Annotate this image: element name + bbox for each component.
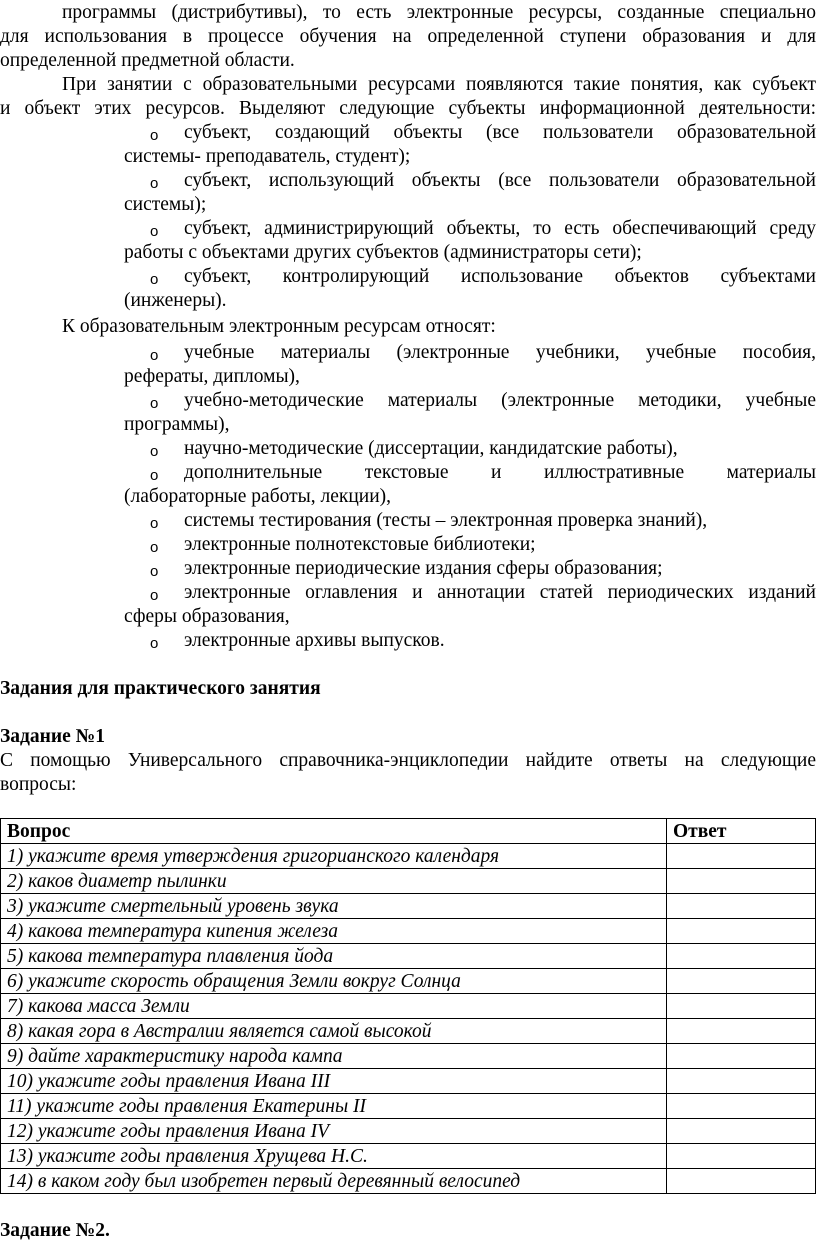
bullet-marker: o (150, 587, 159, 604)
resources-intro: К образовательным электронным ресурсам относят: (62, 316, 496, 337)
answer-cell[interactable] (667, 1144, 816, 1169)
list-item: научно-методические (диссертации, кандидатские работы), (184, 438, 678, 459)
question-cell: 8) какая гора в Австралии является самой высокой (1, 1019, 667, 1044)
list-item-continuation: программы), (124, 414, 230, 435)
list-item: электронные периодические издания сферы образования; (184, 558, 663, 579)
list-item-continuation: (инженеры). (124, 290, 227, 311)
header-question: Вопрос (1, 819, 667, 844)
bullet-marker: o (150, 635, 159, 652)
question-cell: 2) каков диаметр пылинки (1, 869, 667, 894)
answer-cell[interactable] (667, 969, 816, 994)
question-cell: 9) дайте характеристику народа кампа (1, 1044, 667, 1069)
intro-line-5: и объект этих ресурсов. Выделяют следующие субъекты информационной деятельности: (0, 98, 816, 119)
intro-line-1: программы (дистрибутивы), то есть электронные ресурсы, созданные специально (62, 2, 816, 23)
table-row (1, 969, 816, 994)
table-row (1, 1044, 816, 1069)
task1-text-line-2: вопросы: (0, 774, 77, 795)
bullet-marker: o (150, 515, 159, 532)
list-item: учебные материалы (электронные учебники, учебные пособия, (184, 342, 816, 363)
question-cell: 13) укажите годы правления Хрущева Н.С. (1, 1144, 667, 1169)
intro-line-4: При занятии с образовательными ресурсами появляются такие понятия, как субъект (62, 74, 816, 95)
list-item-continuation: системы- преподаватель, студент); (124, 146, 411, 167)
list-item: электронные архивы выпусков. (184, 630, 445, 651)
answer-cell[interactable] (667, 1069, 816, 1094)
intro-line-3: определенной предметной области. (0, 50, 295, 71)
question-cell: 14) в каком году был изобретен первый деревянный велосипед (1, 1169, 667, 1194)
list-item-continuation: рефераты, дипломы), (124, 366, 300, 387)
table-row (1, 1019, 816, 1044)
list-item: учебно-методические материалы (электронные методики, учебные (184, 390, 816, 411)
list-item: субъект, администрирующий объекты, то есть обеспечивающий среду (184, 218, 816, 239)
question-cell: 6) укажите скорость обращения Земли вокруг Солнца (1, 969, 667, 994)
answer-cell[interactable] (667, 1169, 816, 1194)
table-row (1, 1119, 816, 1144)
bullet-marker: o (150, 175, 159, 192)
list-item-continuation: сферы образования, (124, 606, 290, 627)
bullet-marker: o (150, 443, 159, 460)
header-answer: Ответ (667, 819, 816, 844)
answer-cell[interactable] (667, 919, 816, 944)
list-item: дополнительные текстовые и иллюстративные материалы (184, 462, 816, 483)
list-item: субъект, использующий объекты (все пользователи образовательной (184, 170, 816, 191)
question-cell: 10) укажите годы правления Ивана III (1, 1069, 667, 1094)
list-item-continuation: (лабораторные работы, лекции), (124, 486, 392, 507)
bullet-marker: o (150, 347, 159, 364)
table-row (1, 994, 816, 1019)
intro-line-2: для использования в процессе обучения на определенной ступени образования и для (0, 26, 816, 47)
bullet-marker: o (150, 467, 159, 484)
table-header-row (1, 819, 816, 844)
question-cell: 12) укажите годы правления Ивана IV (1, 1119, 667, 1144)
bullet-marker: o (150, 271, 159, 288)
task1-text-line-1: С помощью Универсального справочника-энциклопедии найдите ответы на следующие (0, 750, 816, 771)
question-cell: 1) укажите время утверждения григорианского календаря (1, 844, 667, 869)
answer-cell[interactable] (667, 1094, 816, 1119)
table-row (1, 1069, 816, 1094)
table-row (1, 869, 816, 894)
bullet-marker: o (150, 127, 159, 144)
list-item: субъект, создающий объекты (все пользователи образовательной (184, 122, 816, 143)
answer-cell[interactable] (667, 844, 816, 869)
answer-cell[interactable] (667, 894, 816, 919)
bullet-marker: o (150, 539, 159, 556)
list-item: системы тестирования (тесты – электронная проверка знаний), (184, 510, 708, 531)
task2-heading: Задание №2. (0, 1220, 110, 1241)
answer-cell[interactable] (667, 994, 816, 1019)
list-item-continuation: работы с объектами других субъектов (администраторы сети); (124, 242, 642, 263)
bullet-marker: o (150, 223, 159, 240)
table-row (1, 844, 816, 869)
question-cell: 11) укажите годы правления Екатерины II (1, 1094, 667, 1119)
practice-heading: Задания для практического занятия (0, 678, 321, 699)
list-item-continuation: системы); (124, 194, 207, 215)
bullet-marker: o (150, 395, 159, 412)
list-item: электронные оглавления и аннотации статей периодических изданий (184, 582, 816, 603)
table-row (1, 894, 816, 919)
questions-table (0, 818, 816, 1194)
question-cell: 7) какова масса Земли (1, 994, 667, 1019)
list-item: электронные полнотекстовые библиотеки; (184, 534, 536, 555)
answer-cell[interactable] (667, 1119, 816, 1144)
bullet-marker: o (150, 563, 159, 580)
table-row (1, 919, 816, 944)
answer-cell[interactable] (667, 944, 816, 969)
table-row (1, 1094, 816, 1119)
list-item: субъект, контролирующий использование объектов субъектами (184, 266, 816, 287)
task1-heading: Задание №1 (0, 726, 106, 747)
table-row (1, 944, 816, 969)
answer-cell[interactable] (667, 1019, 816, 1044)
answer-cell[interactable] (667, 869, 816, 894)
answer-cell[interactable] (667, 1044, 816, 1069)
question-cell: 3) укажите смертельный уровень звука (1, 894, 667, 919)
table-row (1, 1144, 816, 1169)
question-cell: 4) какова температура кипения железа (1, 919, 667, 944)
question-cell: 5) какова температура плавления йода (1, 944, 667, 969)
table-row (1, 1169, 816, 1194)
